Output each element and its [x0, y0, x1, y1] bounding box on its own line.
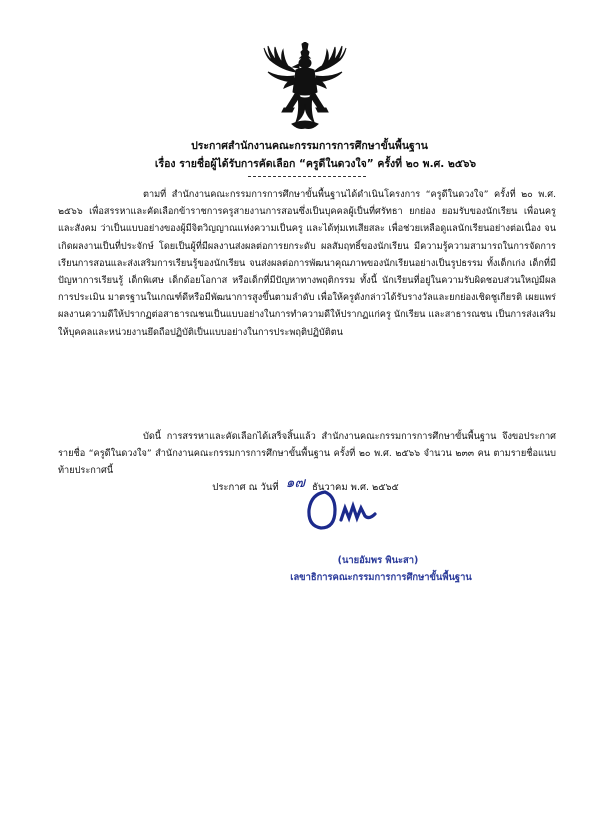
body-paragraph-1: ตามที่ สำนักงานคณะกรรมการการศึกษาขั้นพื้นฐานได้ดำเนินโครงการ “ครูดีในดวงใจ” ครั้งที่ ๒๐ พ.ศ. ๒๕๖๖ เพื่อสรรหาและคัดเลือกข้าราชการครูสายงานการสอนซึ่งเป็นบุคคลผู้เป็นที่ศรัทธา ยกย่อง ยอมรับของนักเรียน เพื่อนครู และสังคม ว่าเป็นแบบอย่างของผู้มีจิตวิญญาณแห่งความเป็นครู และได้ทุ่มเทเสียสละ เพื่อช่วยเหลือดูแลนักเรียนอย่างต่อเนื่อง จนเกิดผลงานเป็นที่ประจักษ์ โดยเป็นผู้ที่มีผลงานส่งผลต่อการยกระดับ ผลสัมฤทธิ์ของนักเรียน มีความรู้ความสามารถในการจัดการเรียนการสอนและส่งเสริมการเรียนรู้ของนักเรียน จนส่งผลต่อการพัฒนาคุณภาพของนักเรียนอย่างเป็นรูปธรรม ทั้งเด็กเก่ง เด็กที่มีปัญหาการเรียนรู้ เด็กพิเศษ เด็กด้อยโอกาส หรือเด็กที่มีปัญหาทางพฤติกรรม ทั้งนี้ นักเรียนที่อยู่ในความรับผิดชอบส่วนใหญ่มีผลการประเมิน มาตรฐานในเกณฑ์ดีหรือมีพัฒนาการสูงขึ้นตามลำดับ เพื่อให้ครูดังกล่าวได้รับรางวัลและยกย่องเชิดชูเกียรติ เผยแพร่ ผลงานความดีให้ปรากฏต่อสาธารณชนเป็นแบบอย่างในการทำความดีให้ปรากฏแก่ครู นักเรียน และสาธารณชน เป็นการส่งเสริมให้บุคคลและหน่วยงานยึดถือปฏิบัติเป็นแบบอย่างในการประพฤติปฏิบัติตน — [58, 189, 556, 338]
signatory-title: เลขาธิการคณะกรรมการการศึกษาขั้นพื้นฐาน — [290, 572, 472, 583]
date-month-year: ธันวาคม พ.ศ. ๒๕๖๕ — [312, 482, 399, 493]
body-paragraph-2: บัดนี้ การสรรหาและคัดเลือกได้เสร็จสิ้นแล้ว สำนักงานคณะกรรมการการศึกษาขั้นพื้นฐาน จึงขอประกาศรายชื่อ “ครูดีในดวงใจ” สำนักงานคณะกรรมการการศึกษาขั้นพื้นฐาน ครั้งที่ ๒๐ พ.ศ. ๒๕๖๖ จำนวน ๒๓๓ คน ตามรายชื่อแนบท้ายประกาศนี้ — [58, 431, 556, 477]
signatory-name: (นายอัมพร พินะสา) — [337, 555, 419, 566]
date-day: ๑๗ — [285, 475, 306, 491]
announcement-subject: เรื่อง รายชื่อผู้ได้รับการคัดเลือก “ครูดีในดวงใจ” ครั้งที่ ๒๐ พ.ศ. ๒๕๖๖ — [154, 158, 477, 170]
signature-icon — [303, 486, 383, 532]
garuda-emblem-icon — [262, 42, 348, 132]
date-prefix: ประกาศ ณ วันที่ — [212, 482, 279, 493]
announcement-title: ประกาศสำนักงานคณะกรรมการการศึกษาขั้นพื้นฐาน — [191, 140, 428, 152]
header-divider — [248, 176, 366, 177]
